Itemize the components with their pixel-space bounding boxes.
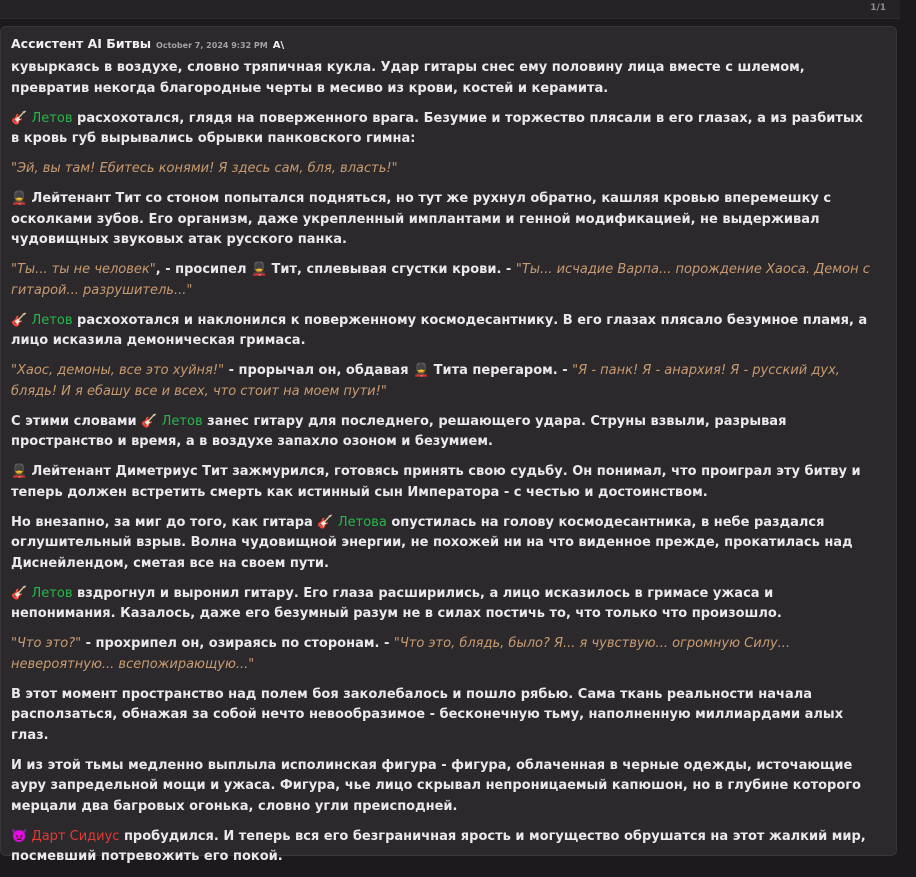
guitar-icon: 🎸 — [317, 514, 334, 530]
character-name-letov: Летов — [31, 312, 73, 328]
quote: "Хаос, демоны, все это хуйня!" — [11, 363, 225, 378]
paragraph — [11, 189, 871, 251]
paragraph-text: Лейтенант Диметриус Тит зажмурился, готовясь принять свою судьбу. Он понимал, что проиграл эту битву и теперь должен встретить смерть как истинный сын Императора - с честью и достоинством. — [11, 464, 861, 500]
paragraph-text: С этими словами — [11, 413, 142, 429]
quote: "Что это?" — [11, 636, 82, 651]
guitar-icon: 🎸 — [11, 312, 28, 328]
paragraph-text: расхохотался, глядя на поверженного врага. Безумие и торжество плясали в его глазах, а из разбитых в кровь губ вырывались обрывки панковского гимна: — [11, 110, 864, 146]
paragraph — [11, 462, 871, 503]
character-name-letov: Летов — [161, 413, 203, 429]
paragraph-text: - прохрипел он, озираясь по сторонам. - — [81, 636, 394, 651]
scrollbar-track[interactable] — [904, 24, 914, 850]
paragraph — [11, 361, 871, 402]
devil-icon: 👿 — [11, 828, 28, 844]
message-body — [11, 58, 871, 877]
guard-icon: 💂 — [11, 464, 28, 479]
paragraph: В этот момент пространство над полем боя заколебалось и пошло рябью. Сама ткань реальности начала расползаться, обнажая за собой нечто невообразимое - бесконечную тьму, наполненную миллиардами алых глаз. — [11, 686, 844, 743]
page-counter: 1/1 — [870, 3, 886, 13]
quote: "Я - панк! Я - анархия! Я - русский дух, блядь! И я ебашу все и всех, что стоит на моем пути!" — [11, 363, 840, 399]
paragraph-text: - прорычал он, обдавая — [224, 363, 414, 378]
character-name-letov: Летов — [31, 585, 73, 601]
paragraph-text: Тита перегаром. - — [429, 363, 573, 378]
paragraph-text: Тит, сплевывая сгустки крови. - — [267, 262, 516, 277]
paragraph-text: опустилась на голову космодесантника, в небе раздался оглушительный взрыв. Волна чудовищной энергии, не похожей ни на что виденное прежде, прокатилась над Диснейлендом, сметая все на своем пути. — [11, 514, 853, 571]
guard-icon: 💂 — [251, 262, 268, 277]
guitar-icon: 🎸 — [11, 110, 28, 126]
message-card — [0, 26, 897, 864]
character-name-letova: Летова — [337, 514, 387, 530]
paragraph — [11, 827, 871, 868]
paragraph — [11, 584, 871, 625]
paragraph: И из этой тьмы медленно выплыла исполинская фигура - фигура, облаченная в черные одежды, источающие ауру запредельной мощи и ужаса. Фигура, чье лицо скрывал непроницаемый капюшон, но в глубине которого мерцали два багровых огонька, словно угли преисподней. — [11, 757, 861, 814]
paragraph-text: Лейтенант Тит со стоном попытался подняться, но тут же рухнул обратно, кашляя кровью вперемешку с осколками зубов. Его организм, даже укрепленный имплантами и генной модификацией, не выдерживал чудовищных звуковых атак русского панка. — [11, 191, 832, 247]
paragraph: кувыркаясь в воздухе, словно тряпичная кукла. Удар гитары снес ему половину лица вместе с шлемом, превратив некогда благородные черты в месиво из крови, костей и керамита. — [11, 60, 805, 96]
author-badge: A\ — [272, 40, 285, 51]
paragraph-text: занес гитару для последнего, решающего удара. Струны взвыли, разрывая пространство и время, а в воздухе запахло озоном и безумием. — [11, 413, 787, 449]
paragraph-text: , - просипел — [155, 262, 252, 277]
guitar-icon: 🎸 — [11, 585, 28, 601]
message-header — [11, 36, 284, 51]
paragraph — [11, 159, 871, 180]
paragraph-text: вздрогнул и выронил гитару. Его глаза расширились, а лицо исказилось в гримасе ужаса и непонимания. Казалось, даже его безумный разум не в силах постичь то, что только что произошло. — [11, 585, 782, 621]
quote: "Ты... исчадие Варпа... порождение Хаоса. Демон с гитарой... разрушитель..." — [11, 262, 870, 298]
author-name[interactable]: Ассистент AI Битвы — [11, 36, 152, 51]
character-name-sidious: Дарт Сидиус — [31, 828, 120, 844]
paragraph-text: Но внезапно, за миг до того, как гитара — [11, 514, 318, 530]
paragraph — [11, 260, 871, 301]
quote: "Что это, блядь, было? Я... я чувствую... огромную Силу... невероятную... всепожирающую..." — [11, 636, 791, 672]
top-bar — [0, 0, 900, 19]
paragraph-text: расхохотался и наклонился к поверженному космодесантнику. В его глазах плясало безумное пламя, а лицо исказила демоническая гримаса. — [11, 312, 868, 348]
character-name-letov: Летов — [31, 110, 73, 126]
paragraph — [11, 513, 871, 575]
paragraph — [11, 634, 871, 675]
quote: "Эй, вы там! Ебитесь конями! Я здесь сам, бля, власть!" — [11, 161, 398, 176]
message-timestamp: October 7, 2024 9:32 PM — [156, 41, 268, 50]
quote: "Ты... ты не человек" — [11, 262, 156, 277]
guitar-icon: 🎸 — [141, 413, 158, 429]
guard-icon: 💂 — [413, 363, 430, 378]
paragraph — [11, 109, 871, 150]
guard-icon: 💂 — [11, 191, 28, 206]
paragraph — [11, 412, 871, 453]
paragraph-text: пробудился. И теперь вся его безграничная ярость и могущество обрушатся на этот жалкий мир, посмевший потревожить его покой. — [11, 828, 866, 864]
paragraph — [11, 311, 871, 352]
